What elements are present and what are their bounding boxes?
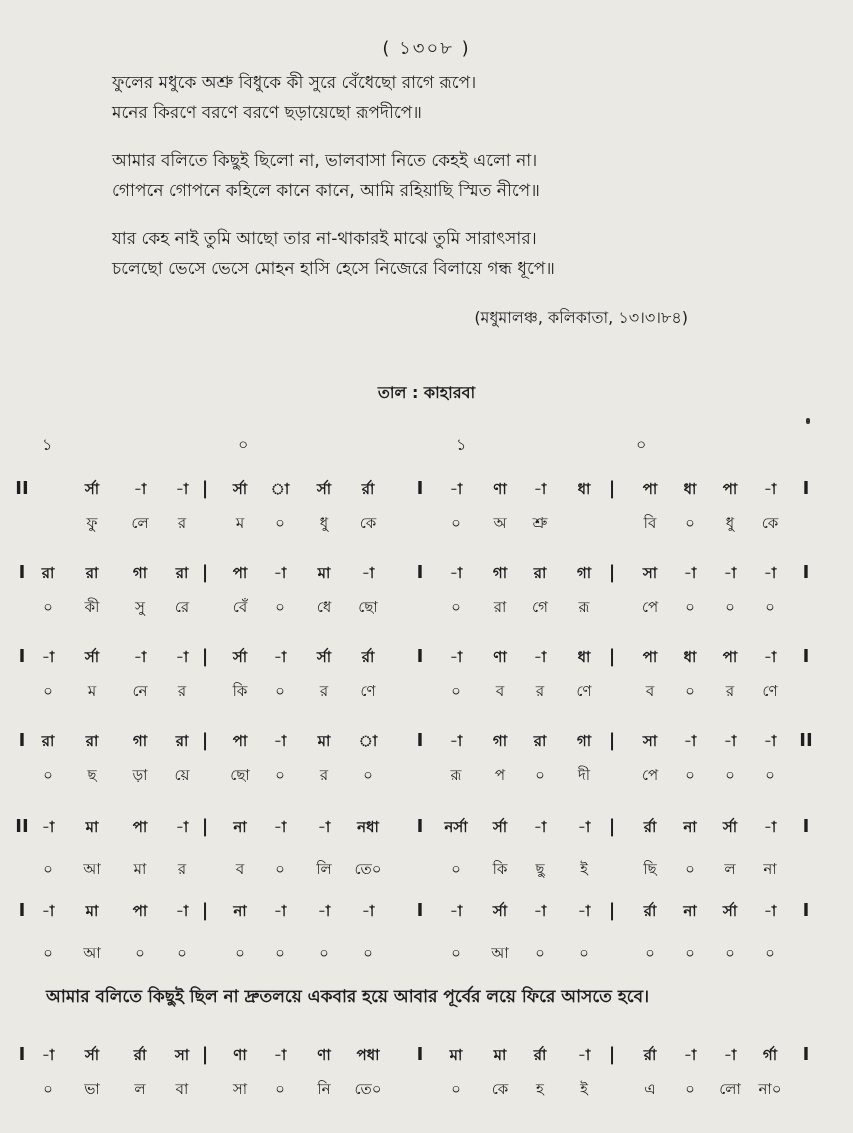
swara-note: পা [722,480,738,498]
swara-note: পা [232,564,248,582]
swara-note: রা [533,732,547,750]
swara-note: -া [273,902,287,920]
swara-note: -া [683,564,697,582]
swara-note: -া [361,902,375,920]
lyric-syllable: ০ [685,598,695,616]
lyric-stanza [112,68,812,128]
ink-dot [806,418,810,424]
bar-line: I [416,478,424,499]
swara-note: নর্সা [444,818,468,836]
lyric-syllable: কে [359,514,377,532]
bar-line: I [18,562,26,583]
lyric-syllable: গে [532,598,548,616]
lyric-syllable: তে০ [354,860,382,878]
bar-line: I [416,730,424,751]
lyric-syllable: ০ [275,944,285,962]
swara-note: -া [763,564,777,582]
lyric-syllable: ০ [275,682,285,700]
lyric-syllable: ০ [725,766,735,784]
lyric-syllable: ০ [43,766,53,784]
bar-line: | [608,816,616,837]
lyric-syllable: আ [491,944,509,962]
lyric-syllable: তে০ [354,1080,382,1098]
lyric-syllable: রূ [578,598,590,616]
bar-line: | [201,562,209,583]
lyric-syllable: আ [83,944,101,962]
beat-mark: ১ [456,435,467,454]
swara-note: -া [41,818,55,836]
lyric-syllable: ০ [43,944,53,962]
swara-note: -া [317,902,331,920]
lyric-line: মনের কিরণে বরণে বরণে ছড়ায়েছো রূপদীপে॥ [112,103,422,123]
swara-row [0,816,853,846]
swara-note: রা [41,564,55,582]
beat-mark: ০ [636,435,647,454]
swara-note: গা [132,564,148,582]
swara-row [0,730,853,760]
lyric-syllable: ০ [235,944,245,962]
lyric-syllable: ০ [363,766,373,784]
lyric-syllable: ০ [363,944,373,962]
swara-note: -া [273,648,287,666]
lyric-syllable: মা [133,860,147,878]
lyric-syllable: র [319,682,329,700]
lyric-syllable-row [0,1078,853,1108]
lyric-syllable: রূ [450,766,462,784]
swara-note: গা [132,732,148,750]
swara-note: -া [683,1046,697,1064]
lyric-stanza [112,224,812,284]
swara-note: -া [175,480,189,498]
bar-line: I [802,816,810,837]
lyric-syllable: ব [235,860,245,878]
swara-note: -া [449,732,463,750]
swara-note: ণা [233,1046,247,1064]
lyric-syllable: ০ [685,860,695,878]
lyric-syllable: বেঁ [232,598,248,616]
swara-note: -া [273,732,287,750]
swara-note: সা [174,1046,190,1064]
lyric-syllable: ০ [319,944,329,962]
bar-line: I [802,646,810,667]
swara-note: নধা [357,818,379,836]
lyric-syllable: ০ [275,598,285,616]
lyric-syllable: নে [132,682,148,700]
swara-note: -া [683,732,697,750]
lyric-syllable: ০ [535,944,545,962]
lyric-syllable: ছ [87,766,97,784]
lyric-syllable: হ [536,1080,544,1098]
swara-note: -া [723,732,737,750]
swara-note: -া [273,564,287,582]
lyric-syllable: ০ [451,1080,461,1098]
lyric-syllable: সু [135,598,145,616]
lyric-syllable: কি [492,860,508,878]
lyric-syllable: ০ [43,682,53,700]
lyric-syllable-row [0,596,853,626]
lyric-syllable: শ্রু [532,514,548,532]
lyric-syllable: ০ [43,598,53,616]
lyric-syllable: রে [174,598,190,616]
lyric-syllable: ল [134,1080,146,1098]
lyric-syllable: লি [316,860,332,878]
swara-note: না [683,818,697,836]
swara-note: রা [41,732,55,750]
lyric-syllable: ০ [579,944,589,962]
lyric-syllable: কে [491,1080,509,1098]
bar-line: | [608,900,616,921]
lyric-syllable: ড়া [132,766,148,784]
bar-line: | [608,646,616,667]
swara-row [0,478,853,508]
swara-note: -া [763,732,777,750]
swara-note: রা [85,732,99,750]
lyric-syllable: ০ [535,766,545,784]
swara-note: া [270,480,290,498]
swara-note: পা [132,818,148,836]
swara-note: র্রা [643,818,657,836]
swara-note: -া [41,648,55,666]
swara-note: া [358,732,378,750]
swara-note: মা [85,818,99,836]
lyric-syllable: র [319,766,329,784]
swara-note: পা [132,902,148,920]
lyric-syllable: র [177,514,187,532]
lyric-stanza [112,146,812,206]
taal-heading: তাল : কাহারবা [377,383,476,402]
swara-note: -া [723,564,737,582]
bar-line: | [608,478,616,499]
lyric-syllable: কে [761,514,779,532]
swara-note: -া [763,480,777,498]
lyric-syllable: ভা [84,1080,100,1098]
lyric-syllable: পে [641,598,659,616]
bar-line: I [18,1044,26,1065]
swara-note: -া [533,818,547,836]
lyric-syllable: ০ [685,682,695,700]
swara-note: -া [449,480,463,498]
swara-note: -া [273,818,287,836]
swara-note: র্সা [492,818,508,836]
source-citation: (মধুমালঞ্চ, কলিকাতা, ১৩।৩।৮৪) [474,308,688,327]
swara-note: র্রা [643,1046,657,1064]
swara-note: র্রা [533,1046,547,1064]
lyric-syllable: না [763,860,777,878]
lyric-line: আমার বলিতে কিছুই ছিলো না, ভালবাসা নিতে কেহই এলো না। [112,151,538,171]
swara-note: গা [576,732,592,750]
lyric-syllable: ০ [43,860,53,878]
swara-note: মা [85,902,99,920]
swara-note: পা [642,648,658,666]
lyric-line: ফুলের মধুকে অশ্রু বিধুকে কী সুরে বেঁধেছো রাগে রূপে। [112,73,477,93]
swara-note: রা [85,564,99,582]
swara-note: না [233,818,247,836]
swara-note: র্রা [361,480,375,498]
bar-line: I [416,646,424,667]
lyric-syllable-row [0,512,853,542]
lyric-syllable: কি [232,682,248,700]
swara-note: ধা [577,480,591,498]
bar-line: | [608,1044,616,1065]
swara-note: -া [763,648,777,666]
lyric-syllable: ০ [275,514,285,532]
lyric-syllable: না০ [758,1080,782,1098]
bar-line: II [15,816,29,837]
lyric-syllable: ণে [762,682,778,700]
lyric-syllable: ছি [643,860,657,878]
swara-note: -া [133,648,147,666]
lyric-syllable: আ [83,860,101,878]
bar-line: I [416,816,424,837]
swara-note: মা [449,1046,463,1064]
swara-note: র্সা [84,1046,100,1064]
swara-note: মা [493,1046,507,1064]
lyric-syllable: ব [645,682,655,700]
swara-note: পা [722,648,738,666]
lyric-syllable: ধে [316,598,332,616]
lyric-syllable: ০ [451,682,461,700]
swara-note: -া [533,902,547,920]
swara-note: -া [763,818,777,836]
lyric-line: চলেছো ভেসে ভেসে মোহন হাসি হেসে নিজেরে বিলায়ে গন্ধ ধূপে॥ [112,259,555,279]
beat-mark: ১ [42,435,53,454]
lyric-syllable: ম [87,682,97,700]
swara-note: ধা [683,480,697,498]
swara-note: র্সা [84,648,100,666]
lyric-syllable: ই [580,1080,588,1098]
lyric-syllable: ০ [765,766,775,784]
swara-note: না [683,902,697,920]
swara-note: -া [533,480,547,498]
lyric-syllable-row [0,764,853,794]
swara-note: রা [533,564,547,582]
swara-note: ধা [577,648,591,666]
lyric-syllable: ০ [765,598,775,616]
lyric-syllable: ০ [177,944,187,962]
swara-note: মা [317,564,331,582]
swara-note: র্গা [762,1046,778,1064]
bar-line: | [201,730,209,751]
swara-note: -া [449,564,463,582]
swara-row [0,1044,853,1074]
swara-note: না [233,902,247,920]
lyric-syllable: লো [719,1080,741,1098]
lyric-syllable: বা [175,1080,189,1098]
beat-mark: ০ [238,435,249,454]
swara-note: রা [175,732,189,750]
swara-note: -া [175,818,189,836]
lyric-syllable: ০ [451,860,461,878]
lyric-syllable: ০ [275,1080,285,1098]
swara-note: পা [642,480,658,498]
swara-note: -া [273,1046,287,1064]
swara-note: র্সা [232,648,248,666]
lyric-syllable: ধু [725,514,735,532]
bar-line: I [802,1044,810,1065]
bar-line: | [201,900,209,921]
lyric-syllable: ণে [576,682,592,700]
song-lyrics [112,68,812,302]
swara-note: পধা [356,1046,380,1064]
swara-note: -া [763,902,777,920]
swara-note: -া [361,564,375,582]
swara-note: ধা [683,648,697,666]
swara-note: পা [232,732,248,750]
lyric-syllable: ণে [360,682,376,700]
lyric-syllable: কী [84,598,100,616]
swara-note: -া [41,902,55,920]
swara-note: -া [317,818,331,836]
swara-note: গা [576,564,592,582]
lyric-syllable: ০ [451,944,461,962]
lyric-syllable: প [494,766,506,784]
lyric-syllable: ০ [451,598,461,616]
swara-note: -া [577,902,591,920]
lyric-syllable: র [177,682,187,700]
swara-note: র্রা [361,648,375,666]
swara-note: র্সা [492,902,508,920]
bar-line: I [18,730,26,751]
lyric-syllable: ফু [86,514,98,532]
swara-note: গা [492,732,508,750]
lyric-syllable: ০ [685,944,695,962]
bar-line: | [201,1044,209,1065]
swara-note: র্সা [84,480,100,498]
bar-line: | [608,730,616,751]
lyric-syllable: অ [493,514,507,532]
lyric-line: গোপনে গোপনে কহিলে কানে কানে, আমি রহিয়াছি স্মিত নীপে॥ [112,181,540,201]
swara-note: র্রা [133,1046,147,1064]
swara-note: -া [175,648,189,666]
swara-note: গা [492,564,508,582]
swara-note: রা [175,564,189,582]
swara-note: -া [577,818,591,836]
lyric-syllable: ০ [685,766,695,784]
lyric-syllable: পে [641,766,659,784]
lyric-syllable: ০ [725,598,735,616]
lyric-syllable: ল [724,860,736,878]
swara-note: সা [642,564,658,582]
lyric-syllable: ০ [685,1080,695,1098]
lyric-syllable: ০ [135,944,145,962]
swara-note: ণা [317,1046,331,1064]
lyric-syllable: ০ [451,514,461,532]
bar-line: | [608,562,616,583]
lyric-line: যার কেহ নাই তুমি আছো তার না-থাকারই মাঝে তুমি সারাৎসার। [112,229,537,249]
bar-line: I [18,900,26,921]
swara-note: ণা [493,480,507,498]
bar-line: | [201,646,209,667]
swara-note: সা [642,732,658,750]
lyric-syllable: ০ [645,944,655,962]
swara-note: -া [41,1046,55,1064]
beat-marks [0,432,853,456]
swara-note: -া [175,902,189,920]
lyric-syllable: ০ [275,860,285,878]
swara-note: র্সা [316,480,332,498]
lyric-syllable: ০ [725,944,735,962]
bar-line: | [201,816,209,837]
lyric-syllable: র [177,860,187,878]
bar-line: I [802,562,810,583]
swara-note: -া [533,648,547,666]
lyric-syllable: দী [577,766,591,784]
lyric-syllable: ই [580,860,588,878]
lyric-syllable: ছো [358,598,378,616]
lyric-syllable: ম [235,514,245,532]
lyric-syllable: এ [644,1080,656,1098]
swara-note: ণা [493,648,507,666]
swara-note: -া [449,648,463,666]
lyric-syllable: ছো [230,766,250,784]
bar-line: II [15,478,29,499]
swara-note: -া [577,1046,591,1064]
lyric-syllable-row [0,942,853,972]
bar-line: I [802,478,810,499]
swara-note: র্সা [316,648,332,666]
lyric-syllable: ০ [275,766,285,784]
bar-line: II [799,730,813,751]
tempo-note: আমার বলিতে কিছুই ছিল না দ্রুতলয়ে একবার হয়ে আবার পূর্বের লয়ে ফিরে আসতে হবে। [46,987,650,1007]
lyric-syllable: র [535,682,545,700]
lyric-syllable: য়ে [174,766,190,784]
bar-line: I [18,646,26,667]
lyric-syllable: ০ [765,944,775,962]
swara-row [0,562,853,592]
bar-line: I [416,562,424,583]
swara-note: র্সা [722,818,738,836]
swara-note: -া [449,902,463,920]
bar-line: I [416,1044,424,1065]
lyric-syllable: লে [131,514,149,532]
lyric-syllable: ধু [319,514,329,532]
lyric-syllable: ছু [535,860,545,878]
lyric-syllable: নি [317,1080,331,1098]
bar-line: | [201,478,209,499]
lyric-syllable: রা [493,598,507,616]
lyric-syllable-row [0,680,853,710]
swara-row [0,900,853,930]
swara-note: র্সা [722,902,738,920]
swara-note: র্রা [643,902,657,920]
bar-line: I [416,900,424,921]
swara-note: মা [317,732,331,750]
swara-note: -া [723,1046,737,1064]
lyric-syllable: সা [232,1080,248,1098]
lyric-syllable: ব [495,682,505,700]
page-number: ( ১৩০৮ ) [382,38,471,59]
lyric-syllable: ০ [43,1080,53,1098]
swara-note: -া [133,480,147,498]
bar-line: I [802,900,810,921]
swara-note: র্সা [232,480,248,498]
lyric-syllable: ০ [685,514,695,532]
swara-row [0,646,853,676]
lyric-syllable: র [725,682,735,700]
lyric-syllable-row [0,858,853,888]
lyric-syllable: বি [643,514,657,532]
